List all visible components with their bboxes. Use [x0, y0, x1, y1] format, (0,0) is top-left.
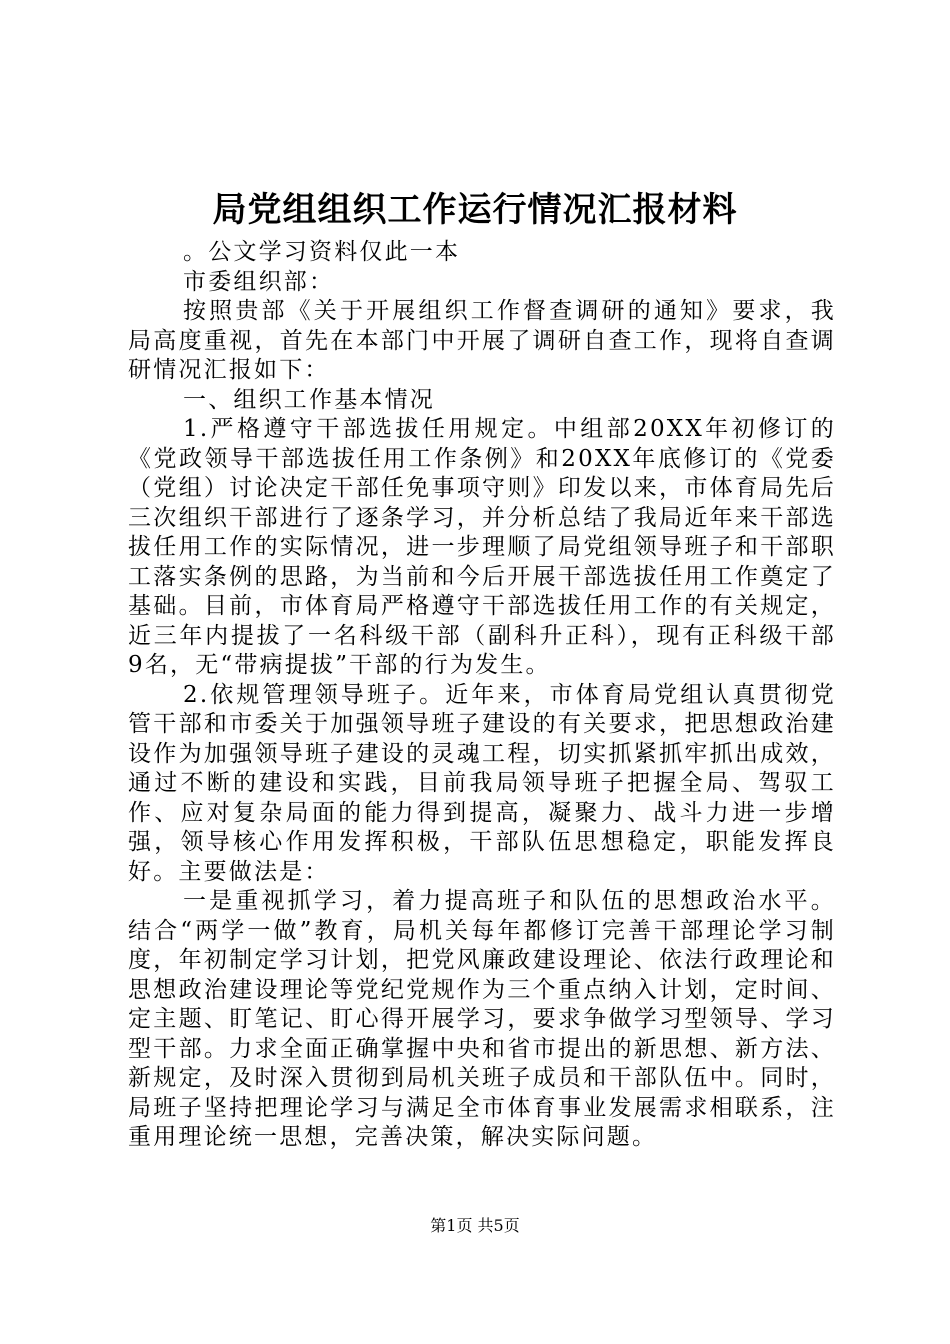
paragraph-item-2: 2.依规管理领导班子。近年来，市体育局党组认真贯彻党管干部和市委关于加强领导班子建设的有关要求，把思想政治建设作为加强领导班子建设的灵魂工程，切实抓紧抓牢抓出成效，通过不断的建设和实践，目前我局领导班子把握全局、驾驭工作、应对复杂局面的能力得到提高，凝聚力、战斗力进一步增强，领导核心作用发挥积极，干部队伍思想稳定，职能发挥良好。主要做法是：	[128, 681, 836, 885]
paragraph-intro: 按照贵部《关于开展组织工作督查调研的通知》要求，我局高度重视，首先在本部门中开展了调研自查工作，现将自查调研情况汇报如下：	[128, 298, 836, 383]
paragraph-item-1: 1.严格遵守干部选拔任用规定。中组部20XX年初修订的《党政领导干部选拔任用工作条例》和20XX年底修订的《党委（党组）讨论决定干部任免事项守则》印发以来，市体育局先后三次组织干部进行了逐条学习，并分析总结了我局近年来干部选拔任用工作的实际情况，进一步理顺了局党组领导班子和干部职工落实条例的思路，为当前和今后开展干部选拔任用工作奠定了基础。目前，市体育局严格遵守干部选拔任用工作的有关规定，近三年内提拔了一名科级干部（副科升正科），现有正科级干部9名，无“带病提拔”干部的行为发生。	[128, 416, 836, 678]
page-footer: 第1页 共5页	[430, 1216, 520, 1235]
section-heading: 一、组织工作基本情况	[183, 386, 435, 413]
document-title: 局党组组织工作运行情况汇报材料	[212, 190, 738, 230]
paragraph-practice-1: 一是重视抓学习，着力提高班子和队伍的思想政治水平。结合“两学一做”教育，局机关每年都修订完善干部理论学习制度，年初制定学习计划，把党风廉政建设理论、依法行政理论和思想政治建设理论等党纪党规作为三个重点纳入计划，定时间、定主题、盯笔记、盯心得开展学习，要求争做学习型领导、学习型干部。力求全面正确掌握中央和省市提出的新思想、新方法、新规定，及时深入贯彻到局机关班子成员和干部队伍中。同时，局班子坚持把理论学习与满足全市体育事业发展需求相联系，注重用理论统一思想，完善决策，解决实际问题。	[128, 888, 836, 1150]
paragraph-addressee: 市委组织部：	[183, 268, 335, 295]
paragraph-note: 。公文学习资料仅此一本	[183, 239, 461, 265]
document-body	[128, 238, 836, 1153]
